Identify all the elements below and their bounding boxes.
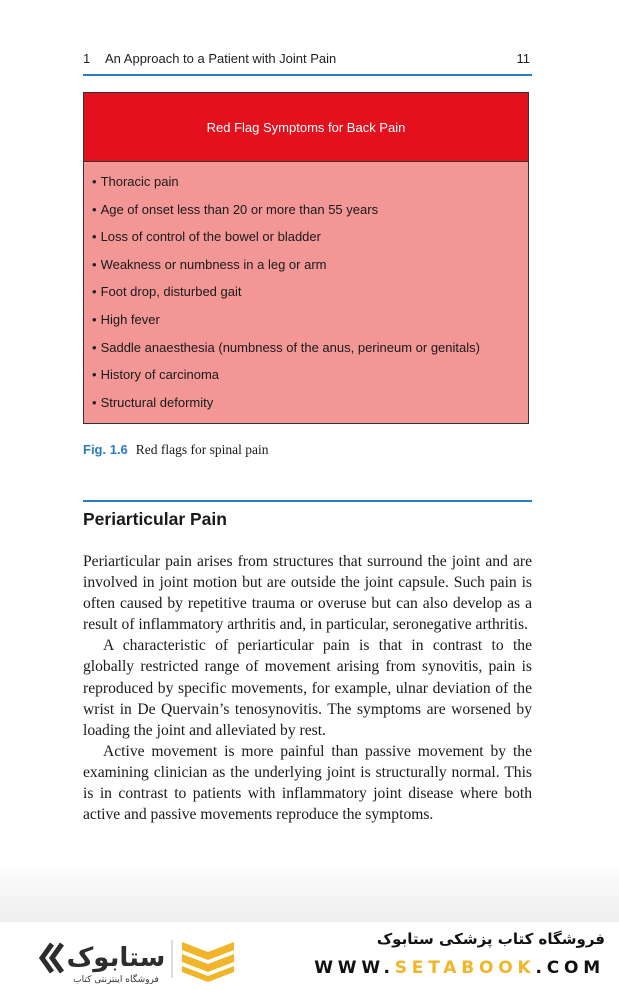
chapter-title: An Approach to a Patient with Joint Pain (105, 51, 337, 66)
body-text (83, 551, 532, 825)
red-flag-box-title: Red Flag Symptoms for Back Pain (84, 93, 528, 162)
red-flag-item: • Foot drop, disturbed gait (92, 282, 528, 310)
red-flag-item: • Weakness or numbness in a leg or arm (92, 255, 528, 283)
shop-url (314, 958, 605, 978)
book-stack-icon (182, 942, 234, 982)
paragraph: Periarticular pain arises from structures that surround the joint and are involved in joint motion but are outside the joint capsule. Such pain is often caused by repetitive trauma or overuse but can also develop as a result of inflammatory arthritis and, in particular, seronegative arthritis. (83, 553, 532, 634)
red-flag-item: • History of carcinoma (92, 365, 528, 393)
watermark-footer (0, 922, 619, 990)
figure-caption-text: Red flags for spinal pain (135, 442, 269, 457)
figure-label: Fig. 1.6 (83, 442, 128, 457)
paragraph: Active movement is more painful than passive movement by the examining clinician as the underlying joint is structurally normal. This is in contrast to patients with inflammatory joint disease where both active and passive movements reproduce the symptoms. (83, 742, 532, 824)
header-rule (83, 74, 532, 76)
red-flag-item: • Structural deformity (92, 393, 528, 421)
logo-subtitle: فروشگاه اینترنتی کتاب (73, 975, 159, 984)
figure-caption (83, 442, 269, 458)
red-flag-box (83, 92, 529, 424)
running-head (83, 51, 532, 73)
url-prefix: WWW. (314, 958, 395, 978)
chapter-number: 1 (83, 51, 91, 66)
page-number: 11 (516, 51, 530, 66)
shop-name: فروشگاه کتاب پزشکی ستابوک (376, 930, 605, 948)
section-rule (83, 500, 532, 502)
section-heading: Periarticular Pain (83, 509, 227, 529)
url-suffix: .COM (535, 958, 605, 978)
red-flag-item: • High fever (92, 310, 528, 338)
red-flag-list (84, 162, 528, 420)
red-flag-item: • Thoracic pain (92, 172, 528, 200)
page-bottom-shadow (0, 860, 619, 922)
url-brand: SETABOOK (394, 958, 536, 978)
setabook-logo (38, 932, 238, 984)
red-flag-item: • Loss of control of the bowel or bladder (92, 227, 528, 255)
red-flag-item: • Age of onset less than 20 or more than 55 years (92, 200, 528, 228)
red-flag-item: • Saddle anaesthesia (numbness of the anus, perineum or genitals) (92, 338, 528, 366)
paragraph: A characteristic of periarticular pain is that in contrast to the globally restricted range of movement arising from synovitis, pain is reproduced by specific movements, for example, ulnar deviation of the wrist in De Quervain’s tenosynovitis. The symptoms are worsened by loading the joint and alleviated by rest. (83, 637, 532, 739)
logo-wordmark: ستابوک (66, 943, 166, 973)
arrows-icon (42, 944, 62, 972)
